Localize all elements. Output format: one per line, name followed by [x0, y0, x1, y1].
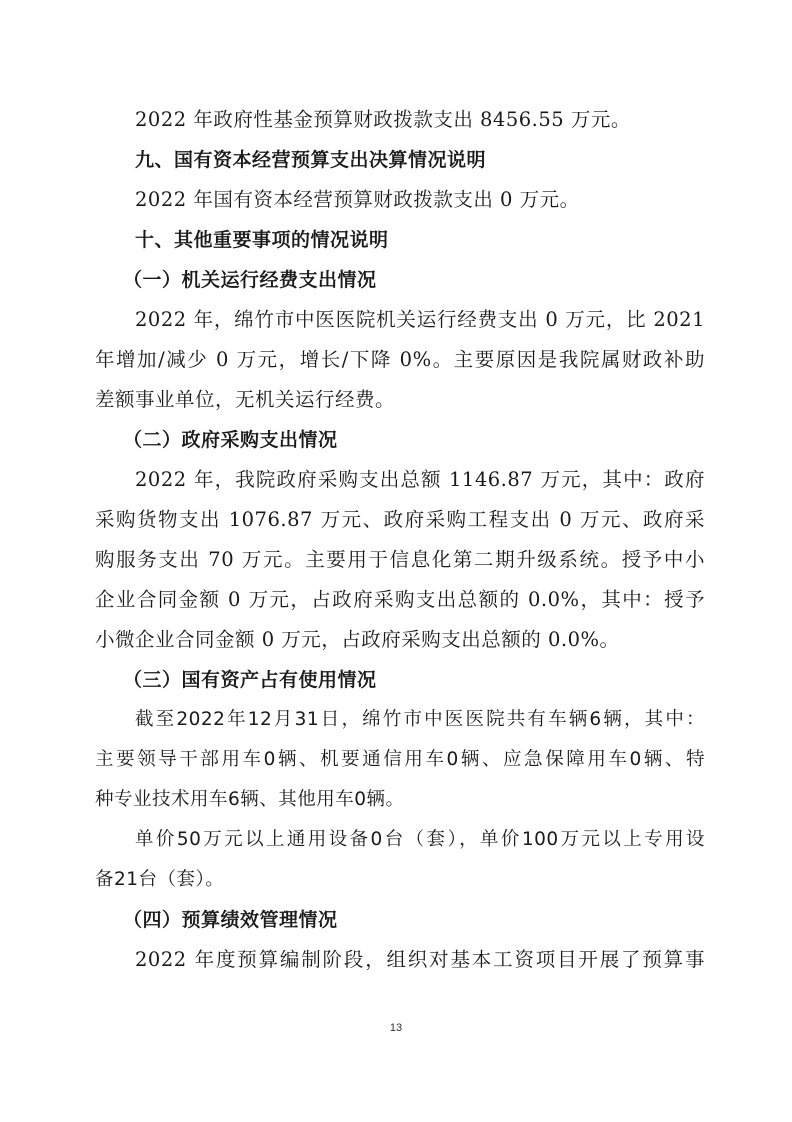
paragraph-line: 截至2022年12月31日，绵竹市中医医院共有车辆6辆，其中： [135, 709, 705, 730]
page-number: 13 [389, 1022, 403, 1034]
paragraph-line: 2022 年度预算编制阶段，组织对基本工资项目开展了预算事 [135, 948, 705, 971]
paragraph-line: 企业合同金额 0 万元，占政府采购支出总额的 0.0%，其中：授予 [95, 588, 705, 611]
paragraph-line: 2022 年，绵竹市中医医院机关运行经费支出 0 万元，比 2021 [135, 308, 705, 331]
paragraph-line: 种专业技术用车6辆、其他用车0辆。 [95, 789, 405, 810]
subsection-heading: （一）机关运行经费支出情况 [123, 269, 377, 291]
subsection-heading: （三）国有资产占有使用情况 [123, 669, 377, 691]
paragraph-line: 购服务支出 70 万元。主要用于信息化第二期升级系统。授予中小 [95, 548, 705, 571]
section-heading: 十、其他重要事项的情况说明 [135, 229, 389, 251]
paragraph-line: 年增加/减少 0 万元，增长/下降 0%。主要原因是我院属财政补助 [95, 348, 705, 371]
paragraph-line: 2022 年，我院政府采购支出总额 1146.87 万元，其中：政府 [135, 468, 705, 491]
paragraph-line: 差额事业单位，无机关运行经费。 [95, 388, 396, 411]
paragraph-line: 备21台（套）。 [95, 869, 225, 890]
subsection-heading: （二）政府采购支出情况 [123, 429, 338, 451]
paragraph-line: 单价50万元以上通用设备0台（套），单价100万元以上专用设 [135, 829, 705, 850]
paragraph-line: 2022 年国有资本经营预算财政拨款支出 0 万元。 [135, 188, 580, 211]
paragraph-line: 小微企业合同金额 0 万元，占政府采购支出总额的 0.0%。 [95, 628, 620, 651]
paragraph-line: 采购货物支出 1076.87 万元、政府采购工程支出 0 万元、政府采 [95, 508, 705, 531]
paragraph-line: 主要领导干部用车0辆、机要通信用车0辆、应急保障用车0辆、特 [95, 749, 705, 770]
subsection-heading: （四）预算绩效管理情况 [123, 909, 338, 931]
paragraph-line: 2022 年政府性基金预算财政拨款支出 8456.55 万元。 [135, 108, 631, 131]
section-heading: 九、国有资本经营预算支出决算情况说明 [135, 149, 487, 171]
